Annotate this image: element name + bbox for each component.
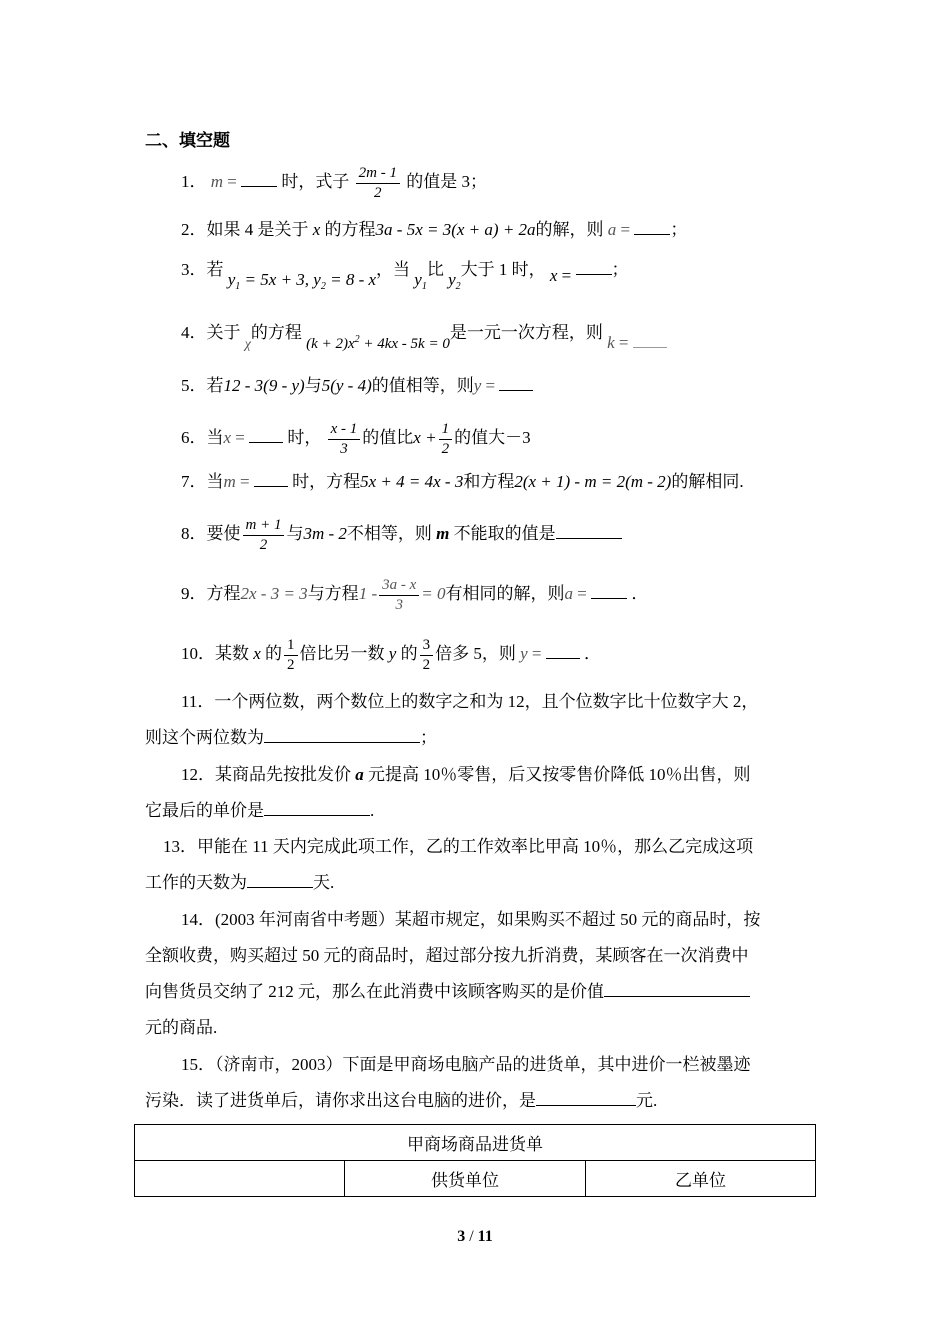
text: 若 (206, 376, 224, 395)
math-expression: 2(x + 1) - m = 2(m - 2) (514, 472, 672, 491)
answer-blank[interactable] (591, 584, 627, 599)
math-expression-part: + 4kx - 5k = 0 (359, 336, 450, 352)
text: 比 (426, 260, 444, 279)
text: ，当 (376, 260, 411, 279)
math-var: y (227, 270, 236, 289)
text: ； (420, 728, 437, 747)
text: 与 (286, 524, 304, 544)
math-var: x (549, 266, 558, 285)
text: 工作的天数为 (145, 873, 247, 892)
fraction-numerator: 3 (420, 636, 434, 656)
math-var: y (473, 376, 482, 395)
math-var: χ (244, 337, 251, 352)
text: 某数 (215, 644, 254, 664)
math-var: m (210, 172, 224, 192)
text: 有相同的解，则 (445, 584, 565, 604)
math-var: y (520, 644, 528, 664)
text: 的值是 3； (406, 172, 487, 192)
question-14-line-3 (145, 978, 750, 1006)
page-number (0, 1228, 950, 1246)
text: 是一元一次方程，则 (449, 323, 603, 342)
answer-blank[interactable] (556, 524, 622, 539)
math-expression (306, 336, 450, 352)
fraction-denominator: 3 (395, 596, 403, 613)
math-var: x (223, 428, 232, 448)
math-eq: = (481, 376, 496, 395)
text: 如果 4 是关于 (206, 220, 313, 239)
text: 不能取的值是 (449, 524, 556, 544)
math-var: y (313, 270, 321, 289)
math-var: a (607, 220, 617, 239)
question-7 (181, 468, 744, 496)
table-title-row (135, 1125, 816, 1161)
fraction-numerator: m + 1 (243, 516, 285, 536)
page-separator: / (465, 1228, 478, 1245)
section-title: 二、填空题 (145, 131, 230, 150)
text: ； (670, 220, 688, 239)
fraction-numerator: x - 1 (328, 420, 361, 440)
question-15-line-2 (145, 1087, 657, 1115)
math-var: k (607, 333, 615, 352)
question-number: 1． (181, 172, 207, 192)
question-number: 9． (181, 584, 207, 604)
question-number: 2． (181, 220, 207, 239)
math-eq: = (573, 584, 587, 604)
question-8 (181, 516, 622, 553)
superscript: 2 (354, 334, 360, 345)
math-expression: x + (413, 428, 437, 448)
question-number: 8． (181, 524, 207, 544)
text: ． (631, 584, 649, 604)
text: 的 (260, 644, 283, 664)
question-number: 3． (181, 260, 207, 279)
question-11-line-1: 11．一个两位数，两个数位上的数字之和为 12，且个位数字比十位数字大 2， (181, 692, 759, 711)
fraction-denominator: 2 (441, 440, 450, 457)
question-14-line-1: 14．(2003 年河南省中考题）某超市规定，如果购买不超过 50 元的商品时，按 (181, 910, 761, 929)
text: 倍比另一数 (299, 644, 389, 664)
answer-blank[interactable] (264, 801, 370, 816)
answer-blank[interactable] (546, 644, 580, 659)
text: 向售货员交纳了 212 元，那么在此消费中该顾客购买的是价值 (145, 982, 604, 1001)
text: 它最后的单价是 (145, 801, 264, 820)
math-expression (227, 270, 377, 292)
subscript: 2 (320, 281, 326, 292)
text: 关于 (206, 323, 241, 342)
text: 的值比 (362, 428, 414, 448)
text: 当 (206, 472, 224, 491)
math-y1: $y_1$ (414, 270, 427, 292)
total-pages: 11 (477, 1228, 493, 1245)
question-number: 5． (181, 376, 207, 395)
fraction (284, 636, 298, 675)
question-number: 6． (181, 428, 207, 448)
math-eq: = (616, 220, 631, 239)
question-13-line-1: 13．甲能在 11 天内完成此项工作，乙的工作效率比甲高 10％，那么乙完成这项 (163, 837, 754, 856)
text: 则这个两位数为 (145, 728, 264, 747)
text: 方程 (206, 584, 241, 604)
text: 时， (287, 428, 322, 448)
fraction-denominator: 2 (374, 184, 382, 201)
math-var: m (223, 472, 236, 491)
text: 与 (304, 376, 322, 395)
answer-blank[interactable] (264, 728, 420, 743)
text: ； (611, 260, 629, 279)
text: 的解，则 (535, 220, 608, 239)
question-number: 7． (181, 472, 207, 491)
fraction (243, 516, 285, 555)
text: 元. (636, 1091, 658, 1110)
text: 时，方程 (292, 472, 361, 491)
subscript: 1 (235, 281, 241, 292)
question-5 (181, 372, 533, 400)
question-9 (181, 576, 649, 613)
math-eq: = (231, 428, 245, 448)
text: 不相等，则 (346, 524, 437, 544)
table-title: 甲商场商品进货单 (135, 1125, 816, 1161)
math-expression: 12 - 3(9 - y) (223, 376, 305, 395)
text: 若 (206, 260, 224, 279)
question-14-line-4: 元的商品. (145, 1018, 218, 1037)
question-10 (181, 636, 601, 673)
answer-blank[interactable] (576, 260, 612, 275)
fraction-denominator: 2 (287, 656, 295, 673)
math-expression: 3a - 5x = 3(x + a) + 2a (375, 220, 536, 239)
answer-blank[interactable] (604, 982, 750, 997)
question-14-line-2: 全额收费，购买超过 50 元的商品时，超过部分按九折消费，某顾客在一次消费中 (145, 946, 749, 965)
math-expression: 5(y - 4) (321, 376, 372, 395)
math-eq: = (614, 333, 629, 352)
answer-blank[interactable] (247, 873, 313, 888)
fraction (439, 420, 453, 459)
answer-blank[interactable] (254, 472, 288, 487)
question-15-line-1: 15．（济南市，2003）下面是甲商场电脑产品的进货单，其中进价一栏被墨迹 (181, 1055, 751, 1074)
math-expression: 3m - 2 (303, 524, 347, 544)
question-1 (181, 164, 487, 201)
fraction-denominator: 3 (340, 440, 348, 457)
text: ． (583, 644, 601, 664)
math-eq: = (235, 472, 250, 491)
text: 的值相等，则 (371, 376, 474, 395)
math-var: y (388, 644, 397, 664)
fraction-denominator: 2 (259, 536, 268, 553)
text: 时，式子 (281, 172, 350, 192)
answer-blank[interactable] (241, 172, 277, 187)
math-expression: 2x - 3 = 3 (240, 584, 308, 604)
fraction-numerator: 2m - 1 (356, 164, 400, 184)
math-expression: 5x + 4 = 4x - 3 (360, 472, 464, 491)
math-var: x (253, 644, 261, 664)
fraction-numerator: 1 (439, 420, 453, 440)
question-12-line-1 (181, 761, 751, 789)
question-6 (181, 420, 531, 457)
text: 元提高 10％零售，后又按零售价降低 10％出售，则 (363, 765, 751, 784)
math-eq: = (223, 172, 237, 192)
fraction (356, 164, 400, 203)
fraction-denominator: 2 (422, 656, 431, 673)
fraction (379, 576, 419, 615)
question-12-line-2 (145, 797, 374, 825)
text: 12．某商品先按批发价 (181, 765, 356, 784)
question-3 (181, 256, 629, 292)
math-expression-part: (k + 2)x (306, 336, 355, 352)
answer-blank[interactable] (499, 376, 533, 391)
math-expression-part: = 8 - x (325, 270, 377, 289)
math-expression-part: = 5x + 3, (240, 270, 314, 289)
question-number: 4． (181, 323, 207, 342)
math-expression: = 0 (421, 584, 446, 604)
math-var: m (436, 524, 450, 544)
math-var: x (312, 220, 321, 239)
text: 的解相同. (671, 472, 744, 491)
text: 要使 (206, 524, 241, 544)
text: 和方程 (463, 472, 515, 491)
question-number: 10． (181, 644, 215, 664)
fraction (328, 420, 361, 459)
table-cell-supplier-label: 供货单位 (345, 1161, 586, 1197)
text: 的方程 (320, 220, 376, 239)
text: 天. (313, 873, 335, 892)
question-11-line-2 (145, 724, 437, 752)
table-cell-supplier-value: 乙单位 (586, 1161, 816, 1197)
fraction (420, 636, 434, 675)
fraction-numerator: 1 (284, 636, 298, 656)
text: 倍多 5，则 (435, 644, 521, 664)
question-2 (181, 216, 687, 244)
answer-blank[interactable] (633, 333, 667, 348)
math-eq: = (557, 266, 572, 285)
math-var: a (564, 584, 573, 604)
text: . (370, 801, 375, 820)
text: 大于 1 时， (460, 260, 546, 279)
table-row (135, 1161, 816, 1197)
text: 的方程 (250, 323, 302, 342)
text: 与方程 (307, 584, 359, 604)
answer-blank[interactable] (634, 220, 670, 235)
answer-blank[interactable] (536, 1091, 636, 1106)
answer-blank[interactable] (249, 428, 283, 443)
fraction-numerator: 3a - x (379, 576, 419, 596)
math-y2: $y_2$ (448, 270, 461, 292)
text: 当 (206, 428, 224, 448)
table-cell-empty (135, 1161, 345, 1197)
text: 污染．读了进货单后，请你求出这台电脑的进价，是 (145, 1091, 536, 1110)
math-expression: 1 - (358, 584, 378, 604)
purchase-order-table (134, 1124, 816, 1197)
text: 的 (396, 644, 418, 664)
question-13-line-2 (145, 869, 334, 897)
text: 的值大－3 (454, 428, 531, 448)
current-page: 3 (457, 1228, 466, 1245)
question-4 (181, 316, 667, 352)
math-eq: = (527, 644, 542, 664)
math-var: a (355, 765, 364, 784)
